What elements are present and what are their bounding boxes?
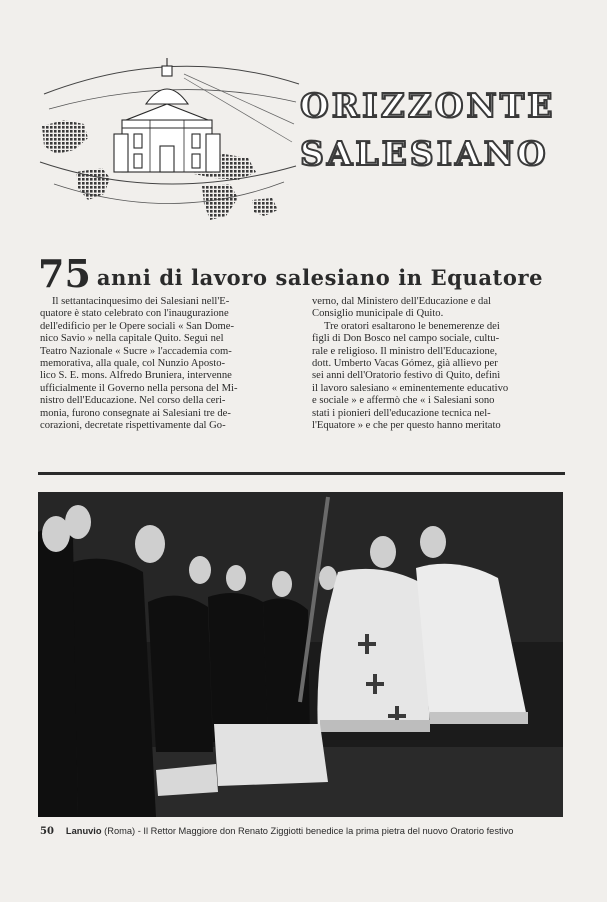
masthead-illustration (34, 54, 304, 234)
body-line: corazioni, decretate rispettivamente dal Go- (40, 420, 226, 432)
headline-text: anni di lavoro salesiano in Equatore (96, 265, 544, 290)
body-line: quatore è stato celebrato con l'inaugurazione (40, 308, 229, 320)
body-line: memorativa, alla quale, col Nunzio Aposto- (40, 358, 226, 370)
photo-caption (40, 826, 570, 837)
body-line: lico S. E. mons. Alfredo Bruniera, intervenne (40, 370, 232, 382)
section-divider (38, 472, 565, 475)
body-column-right (312, 296, 564, 432)
body-line: verno, dal Ministero dell'Educazione e dal (312, 296, 491, 307)
page-number: 50 (40, 826, 54, 837)
body-line: figli di Don Bosco nel campo sociale, cultu- (312, 333, 500, 345)
body-column-left (40, 296, 292, 432)
masthead-title-line2: SALESIANO (300, 134, 549, 173)
ceremony-photo-image (38, 492, 563, 817)
body-line: Tre oratori esaltarono le benemerenze dei (324, 320, 500, 332)
ceremony-photo (38, 492, 563, 817)
body-line: Il settantacinquesimo dei Salesiani nell'E- (52, 296, 230, 307)
body-line: e sociale » e affermò che « i Salesiani sono (312, 395, 495, 407)
body-line: Consiglio municipale di Quito. (312, 308, 444, 320)
article-headline (38, 251, 573, 296)
headline-number: 75 (38, 251, 91, 296)
body-line: dell'edificio per le Opere sociali « San Dome- (40, 320, 234, 332)
basilica-globe-icon (34, 54, 304, 234)
body-line: l'Equatore » e che per questo hanno meritato (312, 420, 501, 432)
body-line: stati i pionieri dell'educazione tecnica nel- (312, 407, 491, 419)
body-line: ufficialmente il Governo nella persona del Mi- (40, 382, 238, 394)
body-line: Teatro Nazionale « Sucre » l'accademia com- (40, 345, 232, 357)
masthead-title-line1: ORIZZONTE (300, 86, 556, 125)
masthead-title (300, 82, 570, 178)
body-line: nico Savio » nella capitale Quito. Seguì nel (40, 333, 224, 345)
body-line: nistro dell'Educazione. Nel corso della ceri- (40, 395, 226, 407)
body-line: monia, furono consegnate ai Salesiani tre de- (40, 407, 231, 419)
caption-place: Lanuvio (65, 826, 102, 836)
caption-place-detail: (Roma) (104, 826, 136, 836)
body-line: dott. Umberto Vacas Gómez, già allievo per (312, 358, 498, 370)
body-line: sei anni dell'Oratorio festivo di Quito, definì (312, 370, 501, 382)
body-line: il lavoro salesiano « eminentemente educativo (312, 382, 509, 394)
caption-text: - Il Rettor Maggiore don Renato Ziggiotti benedice la prima pietra del nuovo Oratorio festivo (137, 826, 514, 836)
body-line: rale e religioso. Il ministro dell'Educazione, (312, 345, 498, 357)
